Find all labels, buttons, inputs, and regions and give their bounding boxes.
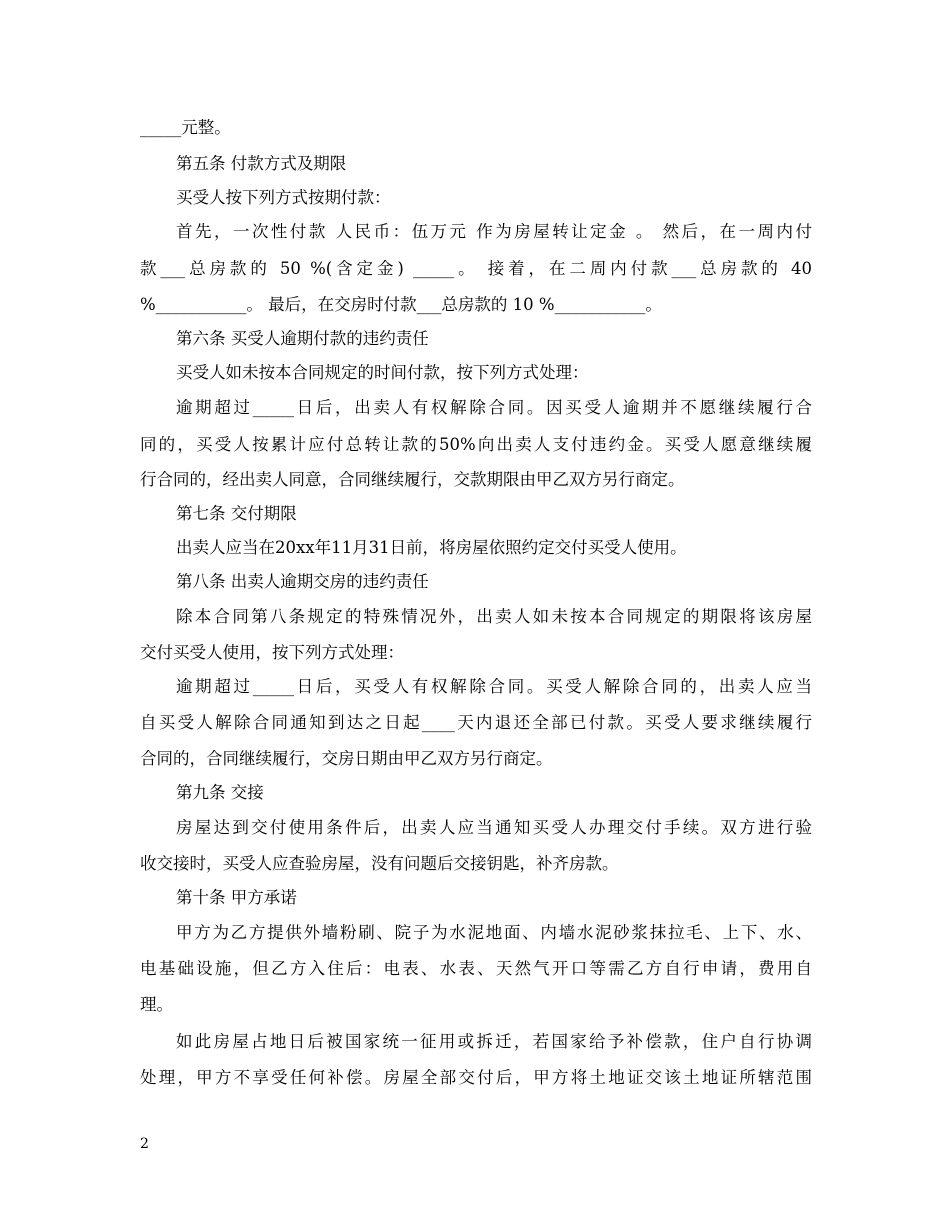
text-line: %___________。 最后，在交房时付款___总房款的 10 %___________。	[140, 295, 662, 314]
text-line: 如此房屋占地日后被国家统一征用或拆迁，若国家给予补偿款，住户自行协调	[176, 1032, 812, 1051]
text-line: 合同的，合同继续履行，交房日期由甲乙双方另行商定。	[140, 749, 553, 768]
text-line: 收交接时，买受人应查验房屋，没有问题后交接钥匙，补齐房款。	[140, 854, 619, 873]
section-heading: 第五条 付款方式及期限	[176, 154, 347, 173]
text-line: 同的，买受人按累计应付总转让款的50%向出卖人支付违约金。买受人愿意继续履	[140, 435, 812, 454]
page-number: 2	[140, 1136, 149, 1152]
section-heading: 第六条 买受人逾期付款的违约责任	[176, 329, 429, 348]
text-line: 自买受人解除合同通知到达之日起____天内退还全部已付款。买受人要求继续履行	[140, 713, 812, 732]
section-heading: 第十条 甲方承诺	[176, 888, 297, 907]
text-line: 房屋达到交付使用条件后，出卖人应当通知买受人办理交付手续。双方进行验	[176, 818, 812, 837]
section-heading: 第九条 交接	[176, 783, 264, 802]
text-line: 买受人如未按本合同规定的时间付款，按下列方式处理：	[176, 363, 589, 382]
text-line: 交付买受人使用，按下列方式处理：	[140, 643, 404, 662]
text-line: 款___总房款的 50 %(含定金) _____。 接着，在二周内付款___总房款的 40	[140, 259, 812, 278]
text-line: 电基础设施，但乙方入住后：电表、水表、天然气开口等需乙方自行申请，费用自	[140, 959, 812, 978]
section-heading: 第八条 出卖人逾期交房的违约责任	[176, 572, 429, 591]
text-line: _____元整。	[140, 118, 231, 137]
text-line: 出卖人应当在20xx年11月31日前，将房屋依照约定交付买受人使用。	[176, 538, 687, 557]
section-heading: 第七条 交付期限	[176, 504, 297, 523]
text-line: 甲方为乙方提供外墙粉刷、院子为水泥地面、内墙水泥砂浆抹拉毛、上下、水、	[176, 923, 812, 942]
text-line: 首先，一次性付款 人民币：伍万元 作为房屋转让定金 。 然后，在一周内付	[176, 222, 812, 241]
text-line: 理。	[140, 995, 173, 1014]
text-line: 逾期超过_____日后，出卖人有权解除合同。因买受人逾期并不愿继续履行合	[176, 398, 812, 417]
text-line: 买受人按下列方式按期付款：	[176, 188, 391, 207]
text-line: 除本合同第八条规定的特殊情况外，出卖人如未按本合同规定的期限将该房屋	[176, 607, 812, 626]
text-line: 处理，甲方不享受任何补偿。房屋全部交付后，甲方将土地证交该土地证所辖范围	[140, 1068, 812, 1087]
text-line: 逾期超过_____日后，买受人有权解除合同。买受人解除合同的，出卖人应当	[176, 677, 812, 696]
text-line: 行合同的，经出卖人同意，合同继续履行，交款期限由甲乙双方另行商定。	[140, 470, 685, 489]
